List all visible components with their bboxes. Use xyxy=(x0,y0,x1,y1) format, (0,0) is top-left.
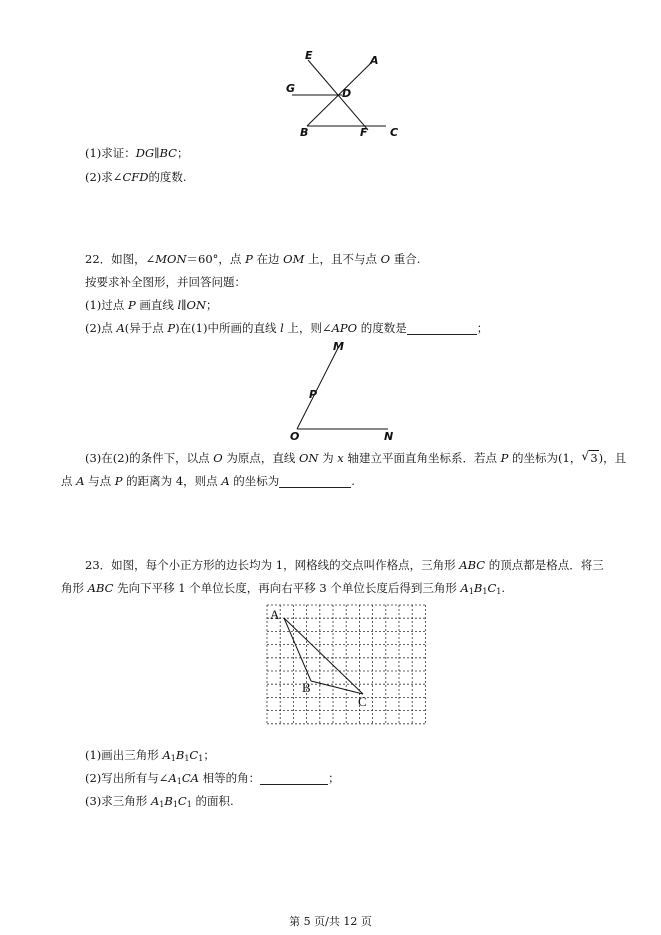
q21-part2: (2)求∠CFD的度数. xyxy=(85,170,187,184)
q23-line1: 23．如图，每个小正方形的边长均为 1，网格线的交点叫作格点，三角形 ABC 的顶点都是格点．将三 xyxy=(85,558,604,572)
label-b: B xyxy=(300,126,309,139)
q22-instruction: 按要求补全图形，并回答问题： xyxy=(85,275,246,289)
label-b: B xyxy=(302,680,311,695)
answer-blank-angles[interactable] xyxy=(260,772,328,785)
page-footer: 第 5 页/共 12 页 xyxy=(289,915,372,928)
answer-blank-apo[interactable] xyxy=(407,322,477,335)
q22-step1: (1)过点 P 画直线 l∥ON； xyxy=(85,298,218,312)
q21-part1: (1)求证：DG∥BC； xyxy=(85,146,189,160)
figure-parallel-lines xyxy=(280,50,410,140)
label-c: C xyxy=(358,694,367,709)
q22-step3: (3)在(2)的条件下，以点 O 为原点，直线 ON 为 x 轴建立平面直角坐标系．若点 P 的坐标为(1， √ 3)，且 xyxy=(85,449,627,465)
ray-om xyxy=(297,348,338,429)
side-ac xyxy=(284,618,363,694)
label-e: E xyxy=(305,49,313,62)
label-c: C xyxy=(390,126,399,139)
q22-step2: (2)点 A(异于点 P)在(1)中所画的直线 l 上，则∠APO 的度数是 ； xyxy=(85,321,489,335)
q23-step2: (2)写出所有与$\angle A_1CA$ 相等的角： ； xyxy=(85,771,340,786)
label-d: D xyxy=(342,87,352,100)
label-a: A xyxy=(370,54,379,67)
label-g: G xyxy=(286,82,296,95)
figure-angle-mon xyxy=(285,340,405,445)
label-o: O xyxy=(290,430,300,443)
answer-blank-coord[interactable] xyxy=(279,475,351,488)
label-a: A xyxy=(270,607,280,622)
figure-grid-triangle xyxy=(262,603,424,725)
q23-step3: (3)求三角形 $A_1B_1C_1$ 的面积. xyxy=(85,794,234,809)
q23-step1: (1)画出三角形 $A_1B_1C_1$； xyxy=(85,748,215,763)
grid-lines xyxy=(267,605,425,724)
sqrt-3: √ 3 xyxy=(581,449,598,465)
q22-intro: 22．如图，∠MON＝60°，点 P 在边 OM 上，且不与点 O 重合. xyxy=(85,252,421,266)
label-p: P xyxy=(309,388,318,401)
q22-step3-cont: 点 A 与点 P 的距离为 4，则点 A 的坐标为 . xyxy=(61,474,355,488)
side-bc xyxy=(311,681,363,694)
q23-line2: 角形 ABC 先向下平移 1 个单位长度，再向右平移 3 个单位长度后得到三角形 $A_1B_1C_1$. xyxy=(61,581,506,596)
label-m: M xyxy=(333,340,344,353)
label-n: N xyxy=(384,430,394,443)
line-ba xyxy=(307,62,372,126)
label-f: F xyxy=(360,126,368,139)
